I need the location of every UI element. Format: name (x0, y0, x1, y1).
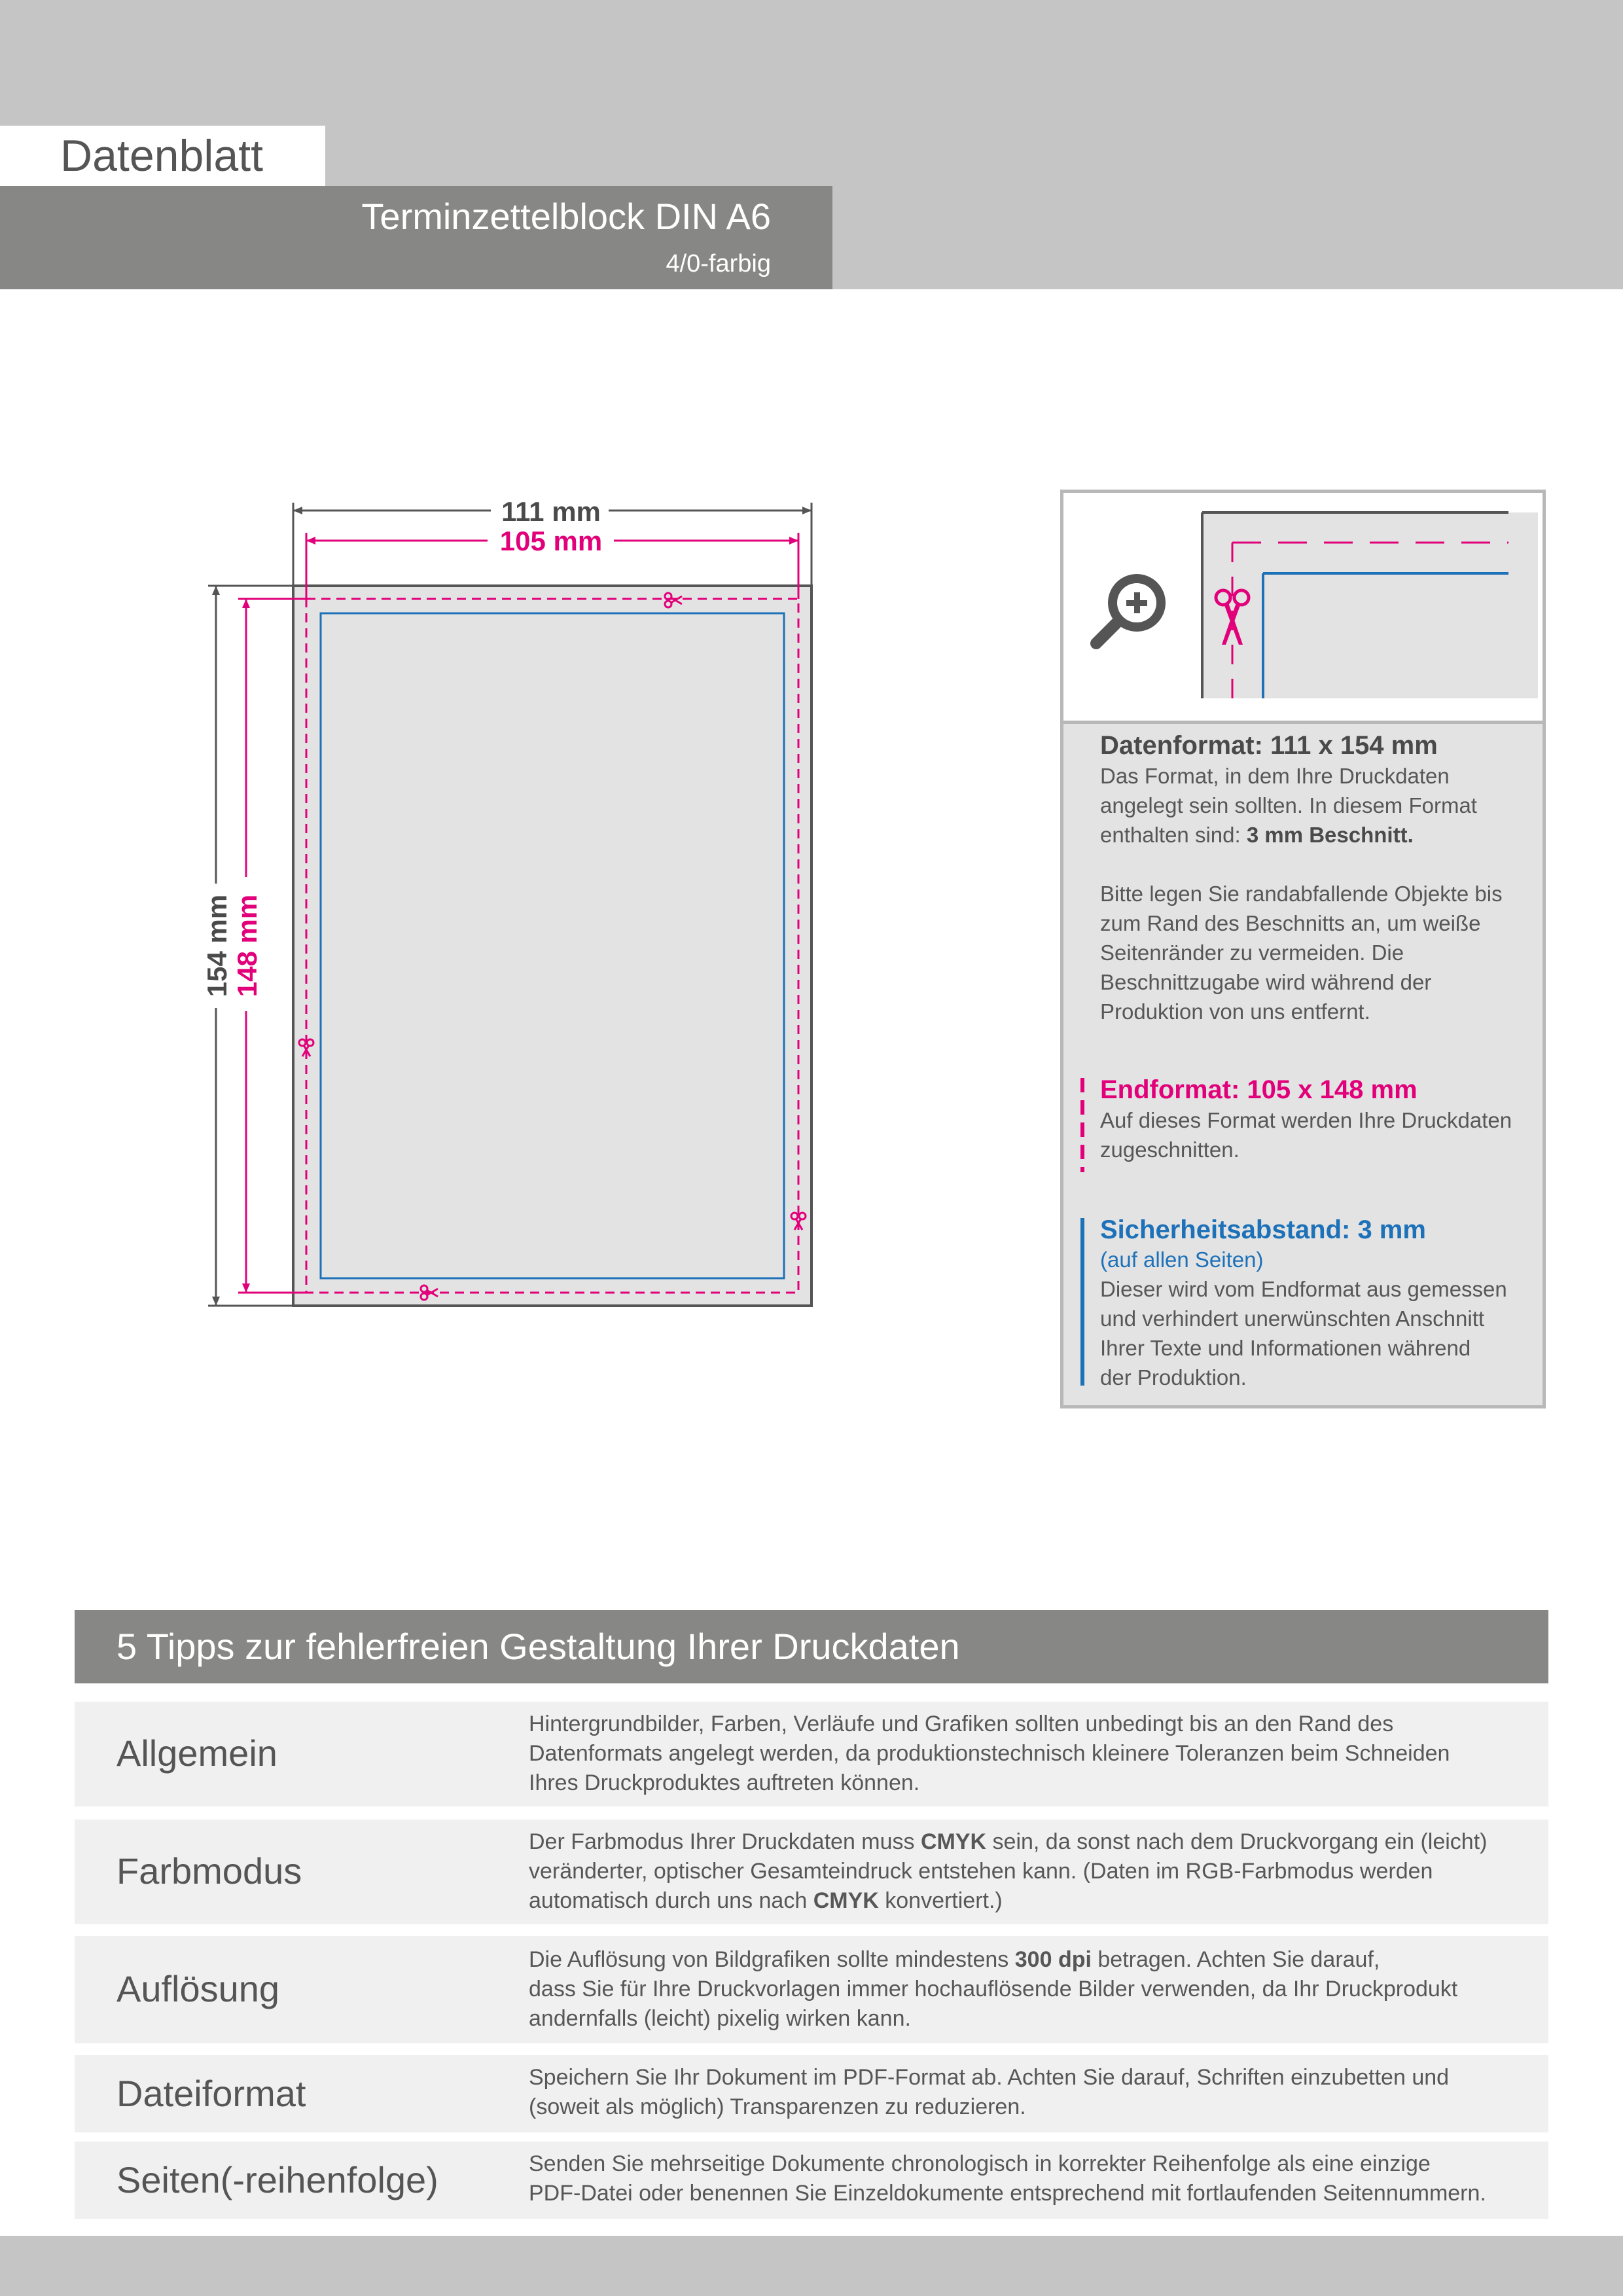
safety-marker (1080, 1218, 1084, 1386)
tip-row-allgemein (75, 1702, 1548, 1806)
datenblatt-label: Datenblatt (60, 131, 263, 181)
tip-label: Farbmodus (116, 1850, 302, 1892)
bottom-bar (0, 2236, 1623, 2296)
tip-row-aufloesung (75, 1936, 1548, 2043)
tip-label: Allgemein (116, 1732, 277, 1774)
product-subtitle: 4/0-farbig (666, 250, 771, 278)
tip-text: Der Farbmodus Ihrer Druckdaten muss CMYK sein, da sonst nach dem Druckvorgang ein (leicht) veränderter, optischer Gesamteindruck entstehen kann. (Daten im RGB-Farbmodus werden automatisch durch uns nach CMYK konvertiert.) (529, 1829, 1488, 1913)
endformat-section (1100, 1074, 1532, 1164)
datenformat-section (1100, 730, 1532, 1026)
tip-row-dateiformat (75, 2055, 1548, 2132)
format-diagram (190, 484, 831, 1329)
tip-text: Senden Sie mehrseitige Dokumente chronologisch in korrekter Reihenfolge als eine einzige PDF-Datei oder benennen Sie Einzeldokumente entsprechend mit fortlaufenden Seitennummern. (529, 2151, 1486, 2206)
tip-row-seiten (75, 2142, 1548, 2219)
tips-title: 5 Tipps zur fehlerfreien Gestaltung Ihrer Druckdaten (116, 1626, 960, 1667)
endformat-marker (1080, 1078, 1084, 1172)
zoom-detail (1063, 493, 1543, 724)
zoom-in-icon (1096, 574, 1166, 643)
safety-title: Sicherheitsabstand: 3 mm (1100, 1215, 1426, 1244)
tip-text: Hintergrundbilder, Farben, Verläufe und Grafiken sollten unbedingt bis an den Rand des Datenformats angelegt werden, da produktionstechnisch kleinere Toleranzen beim Schneiden Ihres Druckproduktes auftreten können. (529, 1712, 1450, 1795)
datenformat-title: Datenformat: 111 x 154 mm (1100, 731, 1438, 760)
tip-label: Dateiformat (116, 2073, 306, 2114)
tip-row-farbmodus (75, 1820, 1548, 1924)
datenformat-text: Das Format, in dem Ihre Druckdaten angelegt sein sollten. In diesem Format enthalten sind: 3 mm Beschnitt. (1100, 764, 1477, 847)
endformat-title: Endformat: 105 x 148 mm (1100, 1075, 1418, 1104)
endformat-text: Auf dieses Format werden Ihre Druckdaten zugeschnitten. (1100, 1108, 1512, 1162)
tip-text: Speichern Sie Ihr Dokument im PDF-Format ab. Achten Sie darauf, Schriften einzubetten und (soweit als möglich) Transparenzen zu reduzieren. (529, 2065, 1450, 2119)
safety-section (1100, 1214, 1532, 1392)
info-panel (1060, 490, 1546, 1408)
tip-label: Auflösung (116, 1968, 280, 2009)
tip-label: Seiten(-reihenfolge) (116, 2159, 438, 2200)
width-outer-label: 111 mm (501, 496, 601, 527)
bleed-text: Bitte legen Sie randabfallende Objekte bis zum Rand des Beschnitts an, um weiße Seitenränder zu vermeiden. Die Beschnittzugabe wird während der Produktion von uns entfernt. (1100, 882, 1503, 1024)
safety-subtitle: (auf allen Seiten) (1100, 1247, 1264, 1272)
product-title: Terminzettelblock DIN A6 (361, 196, 771, 237)
height-outer-label: 154 mm (202, 894, 232, 997)
height-inner-label: 148 mm (232, 894, 262, 997)
width-inner-label: 105 mm (499, 526, 603, 556)
data-format-area (293, 586, 812, 1306)
tip-text: Die Auflösung von Bildgrafiken sollte mindestens 300 dpi betragen. Achten Sie darauf, dass Sie für Ihre Druckvorlagen immer hochauflösende Bilder verwenden, da Ihr Druckprodukt andernfalls (leicht) pixelig wirken kann. (529, 1947, 1458, 2031)
safety-text: Dieser wird vom Endformat aus gemessen und verhindert unerwünschten Anschnitt Ihrer Texte und Informationen während der Produktion. (1100, 1277, 1507, 1390)
